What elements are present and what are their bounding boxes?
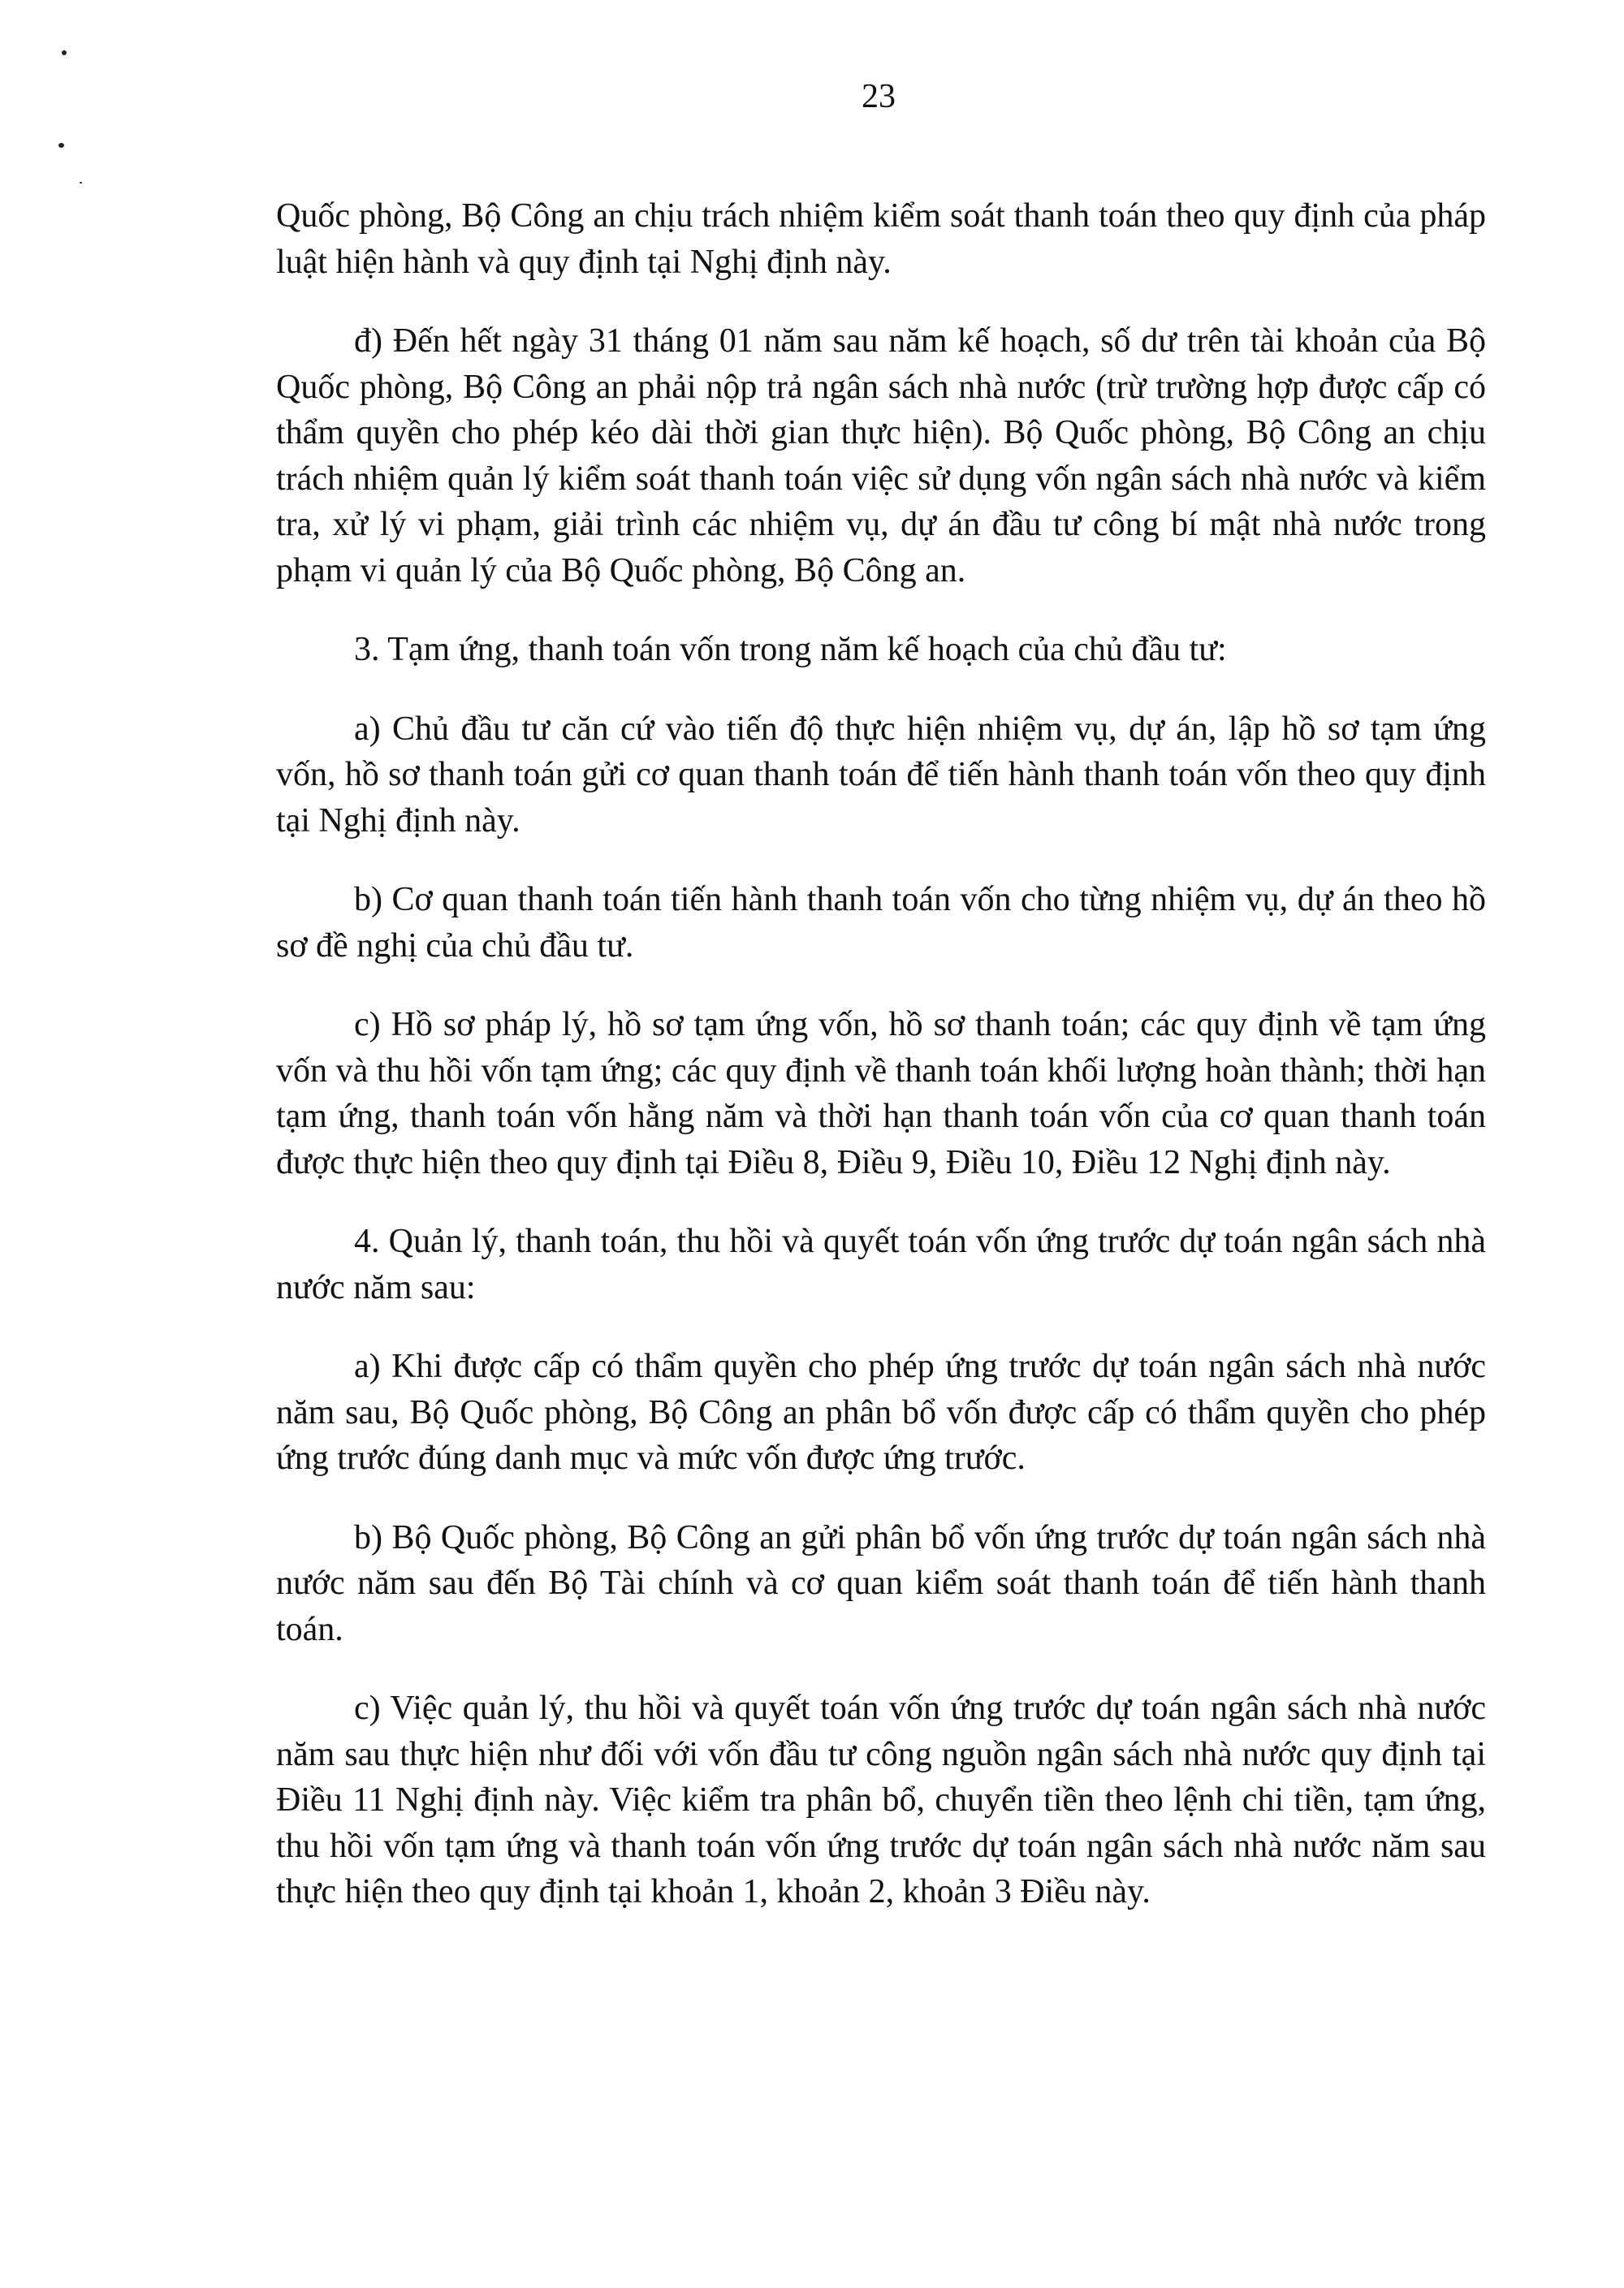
paragraph-clause-3b: b) Cơ quan thanh toán tiến hành thanh toán vốn cho từng nhiệm vụ, dự án theo hồ sơ đề nghị của chủ đầu tư. <box>276 881 1486 965</box>
paragraph-clause-4c: c) Việc quản lý, thu hồi và quyết toán vốn ứng trước dự toán ngân sách nhà nước năm sau thực hiện như đối với vốn đầu tư công nguồn ngân sách nhà nước quy định tại Điều 11 Nghị định này. Việc kiểm tra phân bổ, chuyển tiền theo lệnh chi tiền, tạm ứng, thu hồi vốn tạm ứng và thanh toán vốn ứng trước dự toán ngân sách nhà nước năm sau thực hiện theo quy định tại khoản 1, khoản 2, khoản 3 Điều này. <box>276 1690 1486 1910</box>
paragraph-clause-4b: b) Bộ Quốc phòng, Bộ Công an gửi phân bổ vốn ứng trước dự toán ngân sách nhà nước năm sau đến Bộ Tài chính và cơ quan kiểm soát thanh toán để tiến hành thanh toán. <box>276 1518 1486 1648</box>
scan-speck <box>62 50 67 55</box>
paragraph-section-4: 4. Quản lý, thanh toán, thu hồi và quyết toán vốn ứng trước dự toán ngân sách nhà nước năm sau: <box>276 1223 1486 1306</box>
document-body <box>276 193 1486 1949</box>
paragraph-clause-4a: a) Khi được cấp có thẩm quyền cho phép ứng trước dự toán ngân sách nhà nước năm sau, Bộ Quốc phòng, Bộ Công an phân bổ vốn được cấp có thẩm quyền cho phép ứng trước đúng danh mục và mức vốn được ứng trước. <box>276 1348 1486 1477</box>
paragraph-clause-3a: a) Chủ đầu tư căn cứ vào tiến độ thực hiện nhiệm vụ, dự án, lập hồ sơ tạm ứng vốn, hồ sơ thanh toán gửi cơ quan thanh toán để tiến hành thanh toán vốn theo quy định tại Nghị định này. <box>276 710 1486 840</box>
paragraph-section-3: 3. Tạm ứng, thanh toán vốn trong năm kế hoạch của chủ đầu tư: <box>354 631 1227 668</box>
page-number: 23 <box>862 78 896 115</box>
scan-speck <box>80 182 82 183</box>
scan-speck <box>58 143 64 148</box>
paragraph-clause-dd: đ) Đến hết ngày 31 tháng 01 năm sau năm kế hoạch, số dư trên tài khoản của Bộ Quốc phòng, Bộ Công an phải nộp trả ngân sách nhà nước (trừ trường hợp được cấp có thẩm quyền cho phép kéo dài thời gian thực hiện). Bộ Quốc phòng, Bộ Công an chịu trách nhiệm quản lý kiểm soát thanh toán việc sử dụng vốn ngân sách nhà nước và kiểm tra, xử lý vi phạm, giải trình các nhiệm vụ, dự án đầu tư công bí mật nhà nước trong phạm vi quản lý của Bộ Quốc phòng, Bộ Công an. <box>276 322 1486 589</box>
paragraph-clause-3c: c) Hồ sơ pháp lý, hồ sơ tạm ứng vốn, hồ sơ thanh toán; các quy định về tạm ứng vốn và thu hồi vốn tạm ứng; các quy định về thanh toán khối lượng hoàn thành; thời hạn tạm ứng, thanh toán vốn hằng năm và thời hạn thanh toán vốn của cơ quan thanh toán được thực hiện theo quy định tại Điều 8, Điều 9, Điều 10, Điều 12 Nghị định này. <box>276 1006 1486 1181</box>
paragraph-continuation: Quốc phòng, Bộ Công an chịu trách nhiệm kiểm soát thanh toán theo quy định của pháp luật hiện hành và quy định tại Nghị định này. <box>276 197 1486 281</box>
